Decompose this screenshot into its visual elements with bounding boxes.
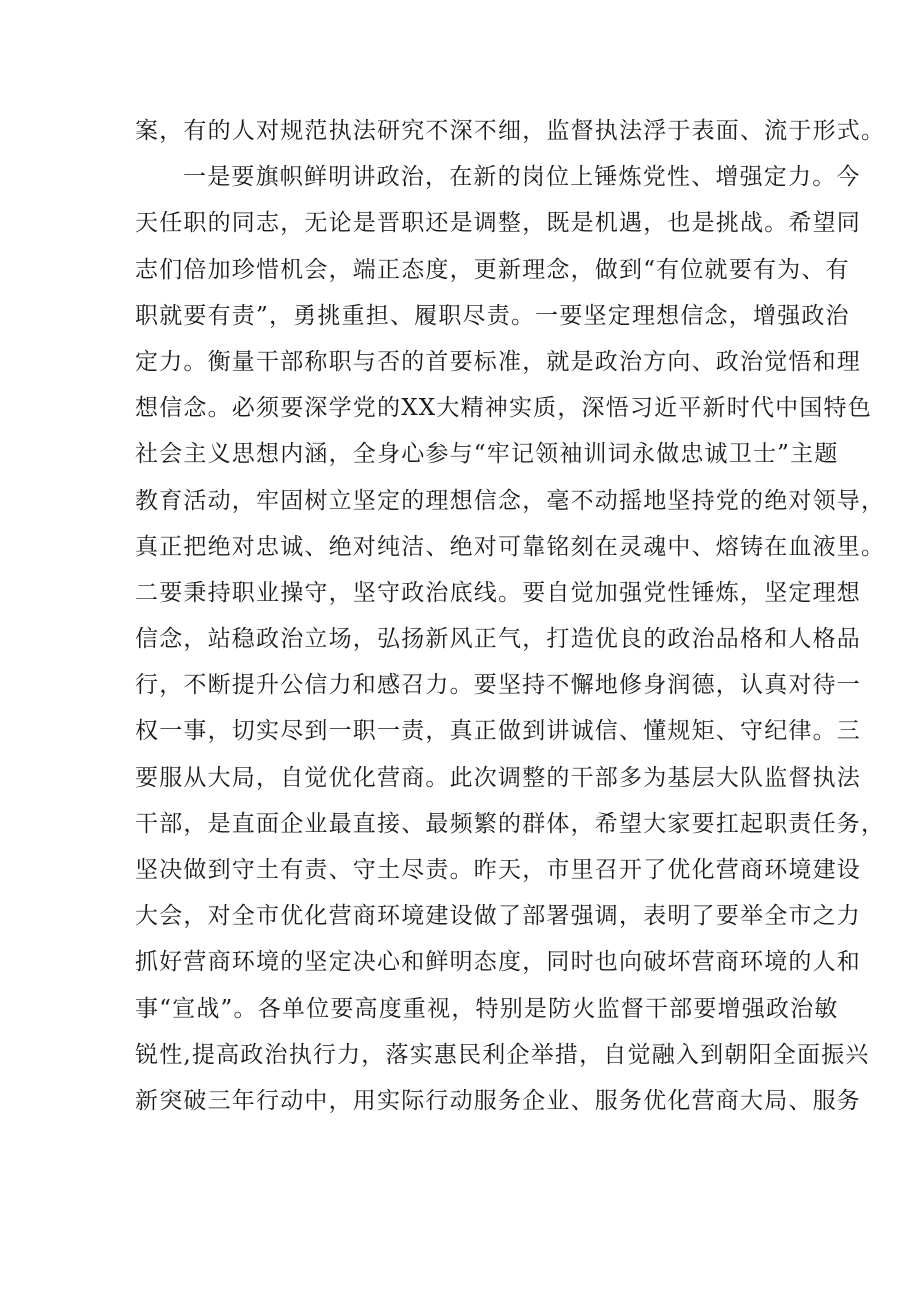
text-line: 要服从大局，自觉优化营商。此次调整的干部多为基层大队监督执法: [135, 764, 861, 791]
text-line: 新突破三年行动中，用实际行动服务企业、服务优化营商大局、服务: [135, 1087, 861, 1114]
text-line: 志们倍加珍惜机会，端正态度，更新理念，做到“有位就要有为、有: [135, 256, 850, 283]
text-line: 事“宣战”。各单位要高度重视，特别是防火监督干部要增强政治敏: [135, 995, 839, 1022]
text-line: 社会主义思想内涵，全身心参与“牢记领袖训词永做忠诚卫士”主题: [135, 441, 839, 468]
text-line: 案，有的人对规范执法研究不深不细，监督执法浮于表面、流于形式。: [135, 118, 886, 144]
paragraph-start-line: 一是要旗帜鲜明讲政治，在新的岗位上锤炼党性、增强定力。今: [183, 164, 861, 191]
text-line: 行，不断提升公信力和感召力。要坚持不懈地修身润德，认真对待一: [135, 672, 861, 699]
text-line: 锐性,提高政治执行力，落实惠民利企举措，自觉融入到朝阳全面振兴: [135, 1041, 870, 1068]
text-line: 定力。衡量干部称职与否的首要标准，就是政治方向、政治觉悟和理: [135, 348, 861, 375]
text-line: 干部，是直面企业最直接、最频繁的群体，希望大家要扛起职责任务，: [135, 810, 886, 837]
body-text: [135, 108, 886, 1124]
text-line: 坚决做到守土有责、守土尽责。昨天，市里召开了优化营商环境建设: [135, 857, 861, 883]
text-line: 二要秉持职业操守，坚守政治底线。要自觉加强党性锤炼，坚定理想: [135, 579, 861, 606]
text-line: 想信念。必须要深学党的XX大精神实质，深悟习近平新时代中国特色: [135, 395, 872, 422]
text-line: 教育活动，牢固树立坚定的理想信念，毫不动摇地坚持党的绝对领导，: [135, 487, 886, 514]
text-line: 权一事，切实尽到一职一责，真正做到讲诚信、懂规矩、守纪律。三: [135, 718, 861, 745]
text-line: 天任职的同志，无论是晋职还是调整，既是机遇，也是挑战。希望同: [135, 210, 861, 237]
text-line: 真正把绝对忠诚、绝对纯洁、绝对可靠铭刻在灵魂中、熔铸在血液里。: [135, 533, 886, 560]
text-line: 职就要有责”，勇挑重担、履职尽责。一要坚定理想信念，增强政治: [135, 302, 850, 329]
text-line: 信念，站稳政治立场，弘扬新风正气，打造优良的政治品格和人格品: [135, 626, 861, 653]
text-line: 抓好营商环境的坚定决心和鲜明态度，同时也向破坏营商环境的人和: [135, 949, 861, 976]
text-line: 大会，对全市优化营商环境建设做了部署强调，表明了要举全市之力: [135, 903, 861, 930]
